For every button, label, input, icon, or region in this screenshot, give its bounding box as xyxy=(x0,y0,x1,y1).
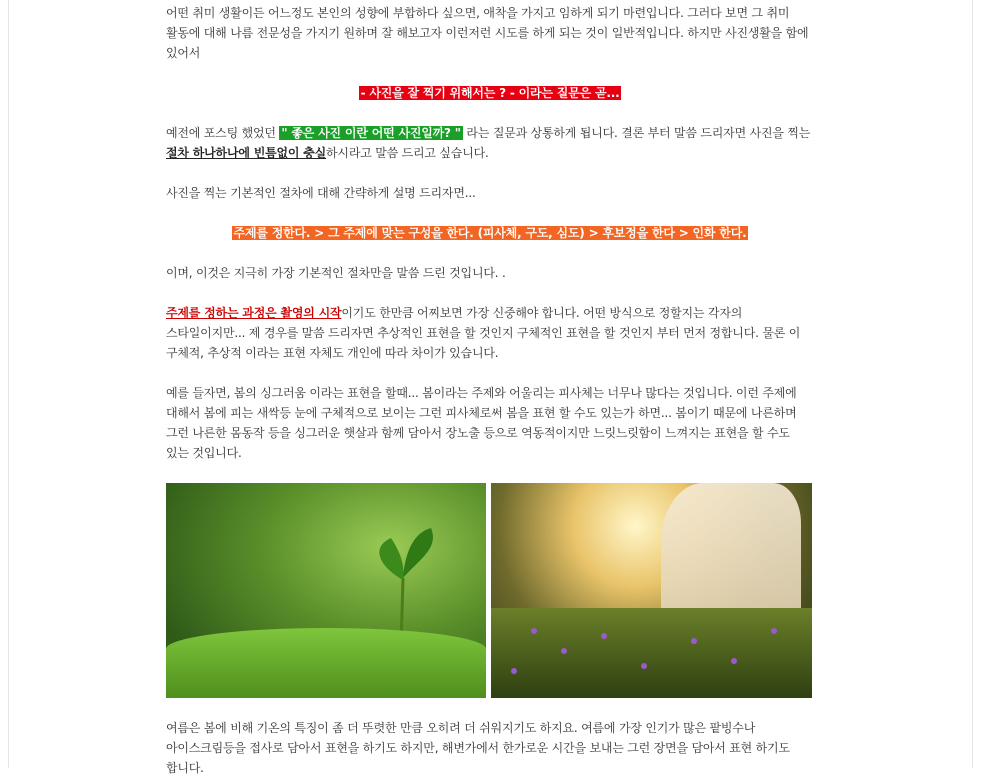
post-content-continued xyxy=(166,718,814,778)
flower-icon xyxy=(691,638,697,644)
paragraph-procedure-intro: 사진을 찍는 기본적인 절차에 대해 간략하게 설명 드리자면... xyxy=(166,186,476,200)
flower-field xyxy=(491,608,812,698)
question-banner-line xyxy=(166,83,814,103)
intro-paragraph: 어떤 취미 생활이든 어느정도 본인의 성향에 부합하다 싶으면, 애착을 가지고 임하게 되기 마련입니다. 그러다 보면 그 취미 활동에 대해 나름 전문성을 가지기 원하며 잘 해보고자 이런저런 시도를 하게 되는 것이 일반적입니다. 하지만 사진생활을 함에 있어서 xyxy=(166,6,809,60)
paragraph-text: 이기도 한만큼 어찌보면 가장 신중해야 합니다. 어떤 방식으로 정할지는 각자의 스타일이지만... 제 경우를 말씀 드리자면 추상적인 표현을 할 것인지 구체적인 표현을 할 것인지 부터 먼저 정합니다. 물론 이 구체적, 추상적 이라는 표현 자체도 개인에 따라 차이가 있습니다. xyxy=(166,306,801,360)
emphasis-subject: 주제를 정하는 과정은 촬영의 시작 xyxy=(166,306,342,320)
moss-ground xyxy=(166,628,486,698)
emphasis-faithful: 절차 하나하나에 빈틈없이 충실 xyxy=(166,146,327,160)
paragraph-subject xyxy=(166,303,814,363)
flower-icon xyxy=(561,648,567,654)
question-banner: - 사진을 잘 찍기 위해서는 ? - 이라는 질문은 곧... xyxy=(360,86,620,100)
paragraph-text: 예전에 포스팅 했었던 xyxy=(166,126,280,140)
paragraph-spring-example: 예를 들자면, 봄의 싱그러움 이라는 표현을 할때... 봄이라는 주제와 어울리는 피사체는 너무나 많다는 것입니다. 이런 주제에 대해서 봄에 피는 새싹등 눈에 구체적으로 보이는 그런 피사체로써 봄을 표현 할 수도 있는가 하면... 봄이기 때문에 나른하며 그런 나른한 몸동작 등을 싱그러운 햇살과 함께 담아서 장노출 등으로 역동적이지만 느릿느릿함이 느껴지는 표현을 할 수도 있는 것입니다. xyxy=(166,386,797,460)
paragraph-basic-steps: 이며, 이것은 지극히 가장 기본적인 절차만을 말씀 드린 것입니다. . xyxy=(166,266,506,280)
sprout-photo xyxy=(166,483,486,698)
steps-banner-line xyxy=(166,223,814,243)
paragraph-previous-post xyxy=(166,123,814,163)
flower-icon xyxy=(511,668,517,674)
flower-icon xyxy=(641,663,647,669)
post-content xyxy=(166,0,814,463)
spring-woman-photo xyxy=(491,483,812,698)
paragraph-summer: 여름은 봄에 비해 기온의 특징이 좀 더 뚜렷한 만큼 오히려 더 쉬워지기도 하지요. 여름에 가장 인기가 많은 팥빙수나 아이스크림등을 접사로 담아서 표현을 하기도 하지만, 해변가에서 한가로운 시간을 보내는 그런 장면을 담아서 표현 하기도 합니다. xyxy=(166,721,790,775)
flower-icon xyxy=(531,628,537,634)
sprout-icon xyxy=(361,508,441,648)
previous-post-highlight: " 좋은 사진 이란 어떤 사진일까? " xyxy=(281,126,461,140)
paragraph-text: 하시라고 말씀 드리고 싶습니다. xyxy=(326,146,489,160)
photo-pair xyxy=(166,483,814,698)
paragraph-text: 라는 질문과 상통하게 됩니다. 결론 부터 말씀 드리자면 사진을 찍는 xyxy=(462,126,811,140)
flower-icon xyxy=(731,658,737,664)
flower-icon xyxy=(601,633,607,639)
steps-banner: 주제를 정한다. > 그 주제에 맞는 구성을 한다. (피사체, 구도, 심도) > 후보정을 한다 > 인화 한다. xyxy=(233,226,747,240)
flower-icon xyxy=(771,628,777,634)
